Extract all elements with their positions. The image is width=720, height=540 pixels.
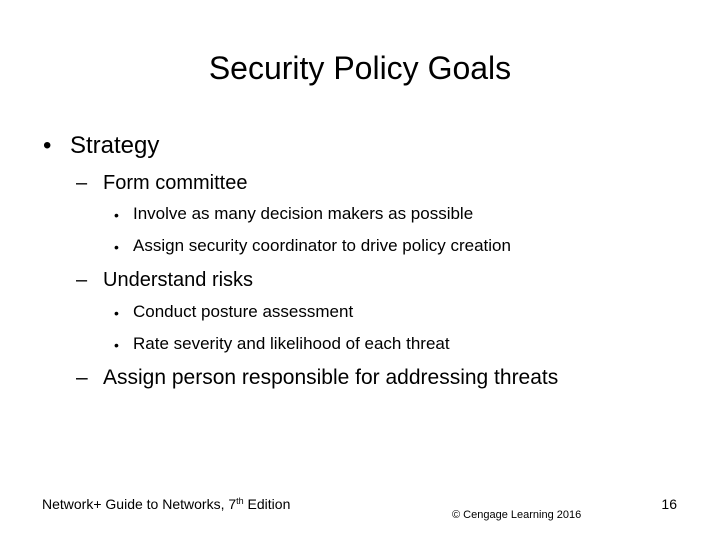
bullet-text: Form committee xyxy=(103,172,248,194)
bullet-assign-coordinator xyxy=(114,235,511,257)
bullet-text: Assign security coordinator to drive policy creation xyxy=(133,236,511,255)
bullet-marker: • xyxy=(114,337,119,353)
footer-copyright: © Cengage Learning 2016 xyxy=(452,509,582,521)
dash-marker: – xyxy=(76,172,88,194)
dash-marker: – xyxy=(76,269,88,291)
bullet-strategy xyxy=(43,131,160,161)
footer-book-prefix: Network+ Guide to Networks, 7 xyxy=(42,496,237,512)
bullet-marker: • xyxy=(43,132,52,159)
bullet-understand-risks xyxy=(76,267,254,293)
dash-marker: – xyxy=(76,366,88,389)
bullet-marker: • xyxy=(114,239,119,255)
page-number: 16 xyxy=(661,496,677,512)
bullet-text: Conduct posture assessment xyxy=(133,302,354,321)
bullet-assign-person xyxy=(76,365,559,391)
bullet-text: Assign person responsible for addressing threats xyxy=(103,366,559,389)
bullet-marker: • xyxy=(114,207,119,223)
bullet-marker: • xyxy=(114,305,119,321)
bullet-text: Rate severity and likelihood of each threat xyxy=(133,334,450,353)
bullet-text: Involve as many decision makers as possible xyxy=(133,204,474,223)
slide-title: Security Policy Goals xyxy=(208,50,512,86)
footer-book-suffix: Edition xyxy=(243,496,291,512)
footer-book-title xyxy=(42,495,290,513)
bullet-text: Strategy xyxy=(70,132,160,159)
bullet-form-committee xyxy=(76,170,248,196)
footer-book-superscript: th xyxy=(236,496,244,506)
bullet-posture-assessment xyxy=(114,301,354,323)
bullet-rate-severity xyxy=(114,333,450,355)
bullet-text: Understand risks xyxy=(103,269,254,291)
bullet-involve xyxy=(114,203,474,225)
